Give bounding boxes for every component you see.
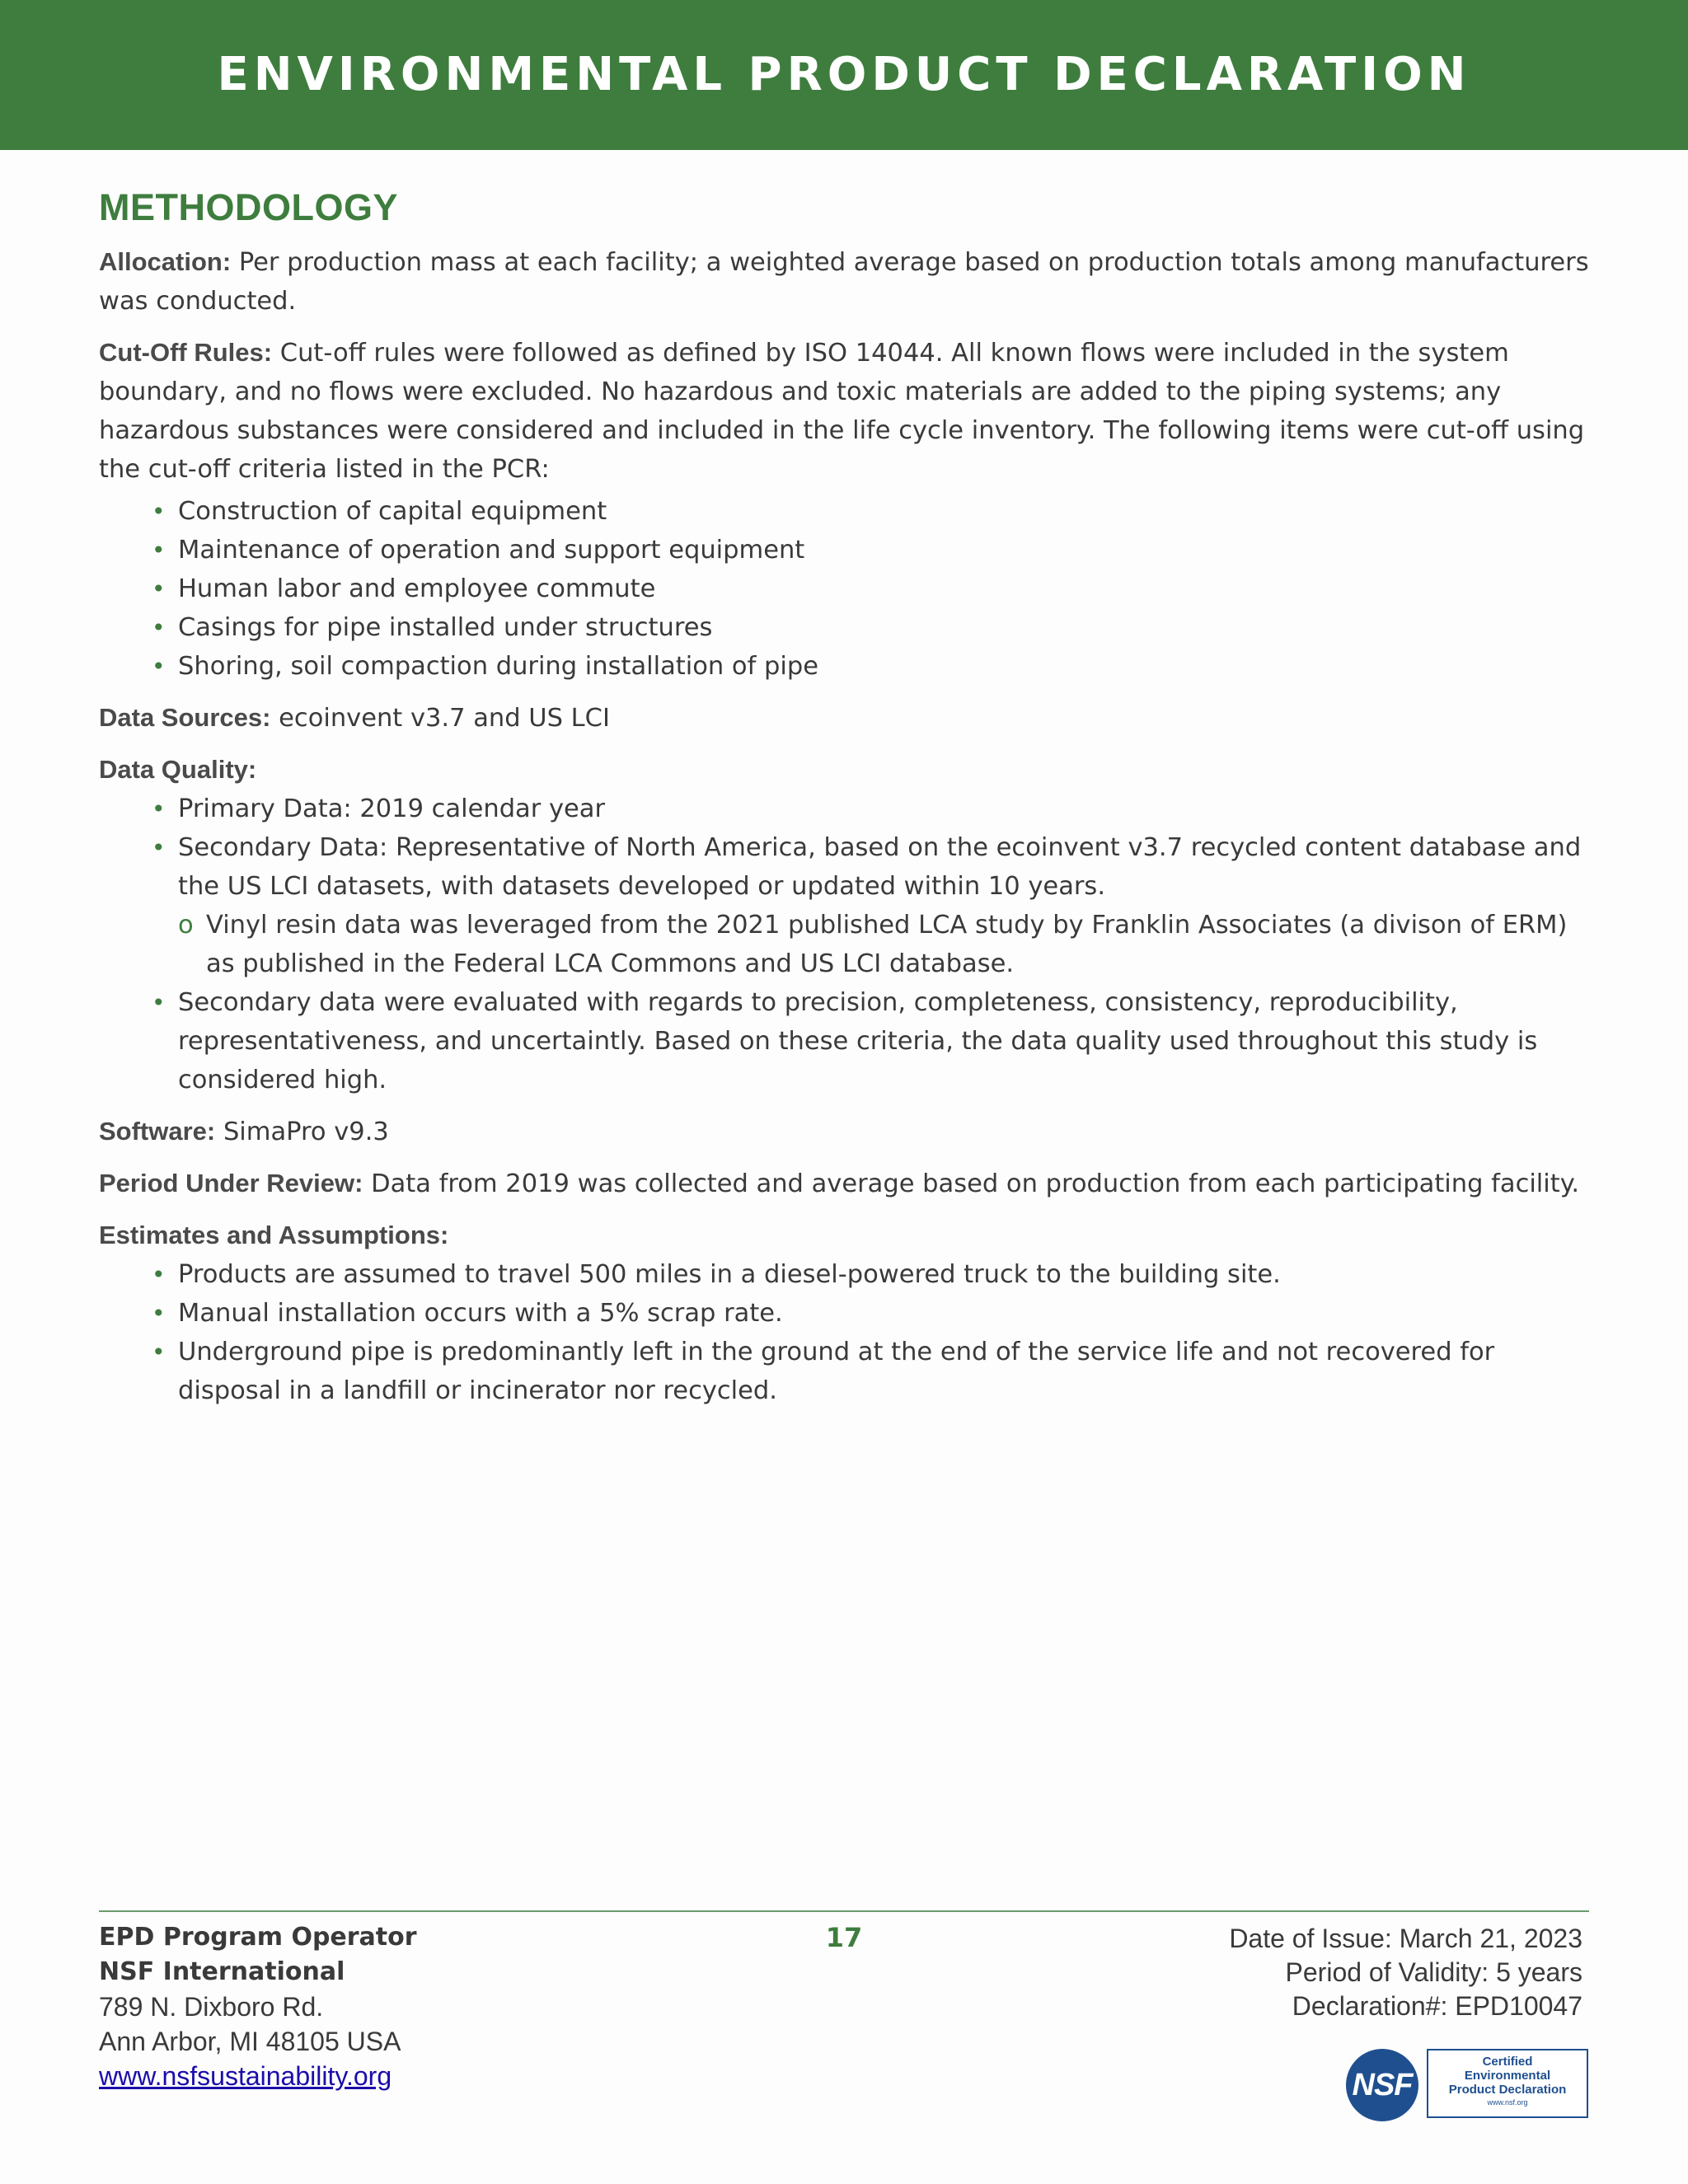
software-text: SimaPro v9.3 [215, 1118, 389, 1146]
data-sources-paragraph [99, 698, 1591, 738]
list-item: • Human labor and employee commute [178, 569, 1591, 608]
footer-divider [99, 1910, 1589, 1912]
circle-bullet-icon: o [178, 911, 194, 940]
header-banner [0, 0, 1688, 150]
certified-epd-logo: Certified Environmental Product Declaration www.nsf.org [1427, 2049, 1588, 2118]
footer-declaration-block [1006, 1922, 1582, 2023]
list-item: • Secondary Data: Representative of North America, based on the ecoinvent v3.7 recycled content database and the US LCI datasets, with datasets developed or updated within 10 years. o Vinyl resin data was leveraged from the 2021 published LCA study by Franklin Associates (a divison of ERM) as published in the Federal LCA Commons and US LCI database. [178, 828, 1591, 983]
list-item: • Primary Data: 2019 calendar year [178, 790, 1591, 828]
period-review-paragraph [99, 1164, 1591, 1203]
date-of-issue: Date of Issue: March 21, 2023 [1229, 1924, 1582, 1953]
page-title: ENVIRONMENTAL PRODUCT DECLARATION [217, 47, 1471, 101]
list-item: • Shoring, soil compaction during installation of pipe [178, 647, 1591, 686]
data-quality-heading [99, 750, 1591, 790]
bullet-icon: • [152, 575, 166, 602]
bullet-icon: • [152, 1261, 166, 1288]
data-sources-text: ecoinvent v3.7 and US LCI [270, 704, 610, 733]
operator-name: NSF International [99, 1957, 345, 1986]
data-quality-label: Data Quality: [99, 755, 257, 784]
cutoff-paragraph [99, 333, 1591, 489]
list-item: • Underground pipe is predominantly left in the ground at the end of the service life and not recovered for disposal in a landfill or incinerator nor recycled. [178, 1333, 1591, 1410]
bullet-icon: • [152, 537, 166, 564]
section-title: METHODOLOGY [99, 186, 398, 228]
bullet-icon: • [152, 653, 166, 680]
estimates-list [99, 1255, 1591, 1410]
data-sources-label: Data Sources: [99, 703, 271, 732]
period-review-text: Data from 2019 was collected and average based on production from each participating facility. [363, 1169, 1580, 1198]
cutoff-label: Cut-Off Rules: [99, 338, 273, 367]
estimates-label: Estimates and Assumptions: [99, 1221, 449, 1249]
address-line-2: Ann Arbor, MI 48105 USA [99, 2027, 401, 2056]
bullet-icon: • [152, 498, 166, 525]
footer-operator-block [99, 1920, 676, 2093]
allocation-paragraph [99, 242, 1591, 321]
cutoff-list [99, 492, 1591, 686]
bullet-icon: • [152, 1300, 166, 1327]
data-quality-list [99, 790, 1591, 1099]
page-number: 17 [825, 1922, 863, 1953]
allocation-text: Per production mass at each facility; a weighted average based on production totals among manufacturers was conducted. [99, 248, 1589, 316]
allocation-label: Allocation: [99, 247, 232, 276]
bullet-icon: • [152, 834, 166, 861]
estimates-heading [99, 1216, 1591, 1255]
operator-label: EPD Program Operator [99, 1923, 417, 1952]
period-of-validity: Period of Validity: 5 years [1285, 1957, 1582, 1987]
software-label: Software: [99, 1117, 216, 1146]
software-paragraph [99, 1112, 1591, 1151]
bullet-icon: • [152, 1338, 166, 1366]
main-content [99, 186, 1591, 1422]
address-line-1: 789 N. Dixboro Rd. [99, 1992, 324, 2022]
list-item: • Products are assumed to travel 500 miles in a diesel-powered truck to the building site. [178, 1255, 1591, 1294]
list-item: • Maintenance of operation and support equipment [178, 531, 1591, 569]
bullet-icon: • [152, 989, 166, 1016]
declaration-number: Declaration#: EPD10047 [1292, 1991, 1582, 2021]
list-item: • Manual installation occurs with a 5% scrap rate. [178, 1294, 1591, 1333]
period-review-label: Period Under Review: [99, 1169, 363, 1197]
list-item: • Construction of capital equipment [178, 492, 1591, 531]
website-link[interactable]: www.nsfsustainability.org [99, 2061, 392, 2091]
list-item: • Secondary data were evaluated with regards to precision, completeness, consistency, reproducibility, representativeness, and uncertaintly. Based on these criteria, the data quality used throughout this study is considered high. [178, 983, 1591, 1099]
sub-list-item: o Vinyl resin data was leveraged from the 2021 published LCA study by Franklin Associates (a divison of ERM) as published in the Federal LCA Commons and US LCI database. [178, 906, 1591, 983]
list-item: • Casings for pipe installed under structures [178, 608, 1591, 647]
bullet-icon: • [152, 795, 166, 823]
cutoff-text: Cut-off rules were followed as defined by ISO 14044. All known flows were included in the system boundary, and no flows were excluded. No hazardous and toxic materials are added to the piping systems; any hazardous substances were considered and included in the life cycle inventory. The following items were cut-off using the cut-off criteria listed in the PCR: [99, 339, 1585, 484]
bullet-icon: • [152, 614, 166, 641]
nsf-logo: NSF [1346, 2049, 1418, 2121]
